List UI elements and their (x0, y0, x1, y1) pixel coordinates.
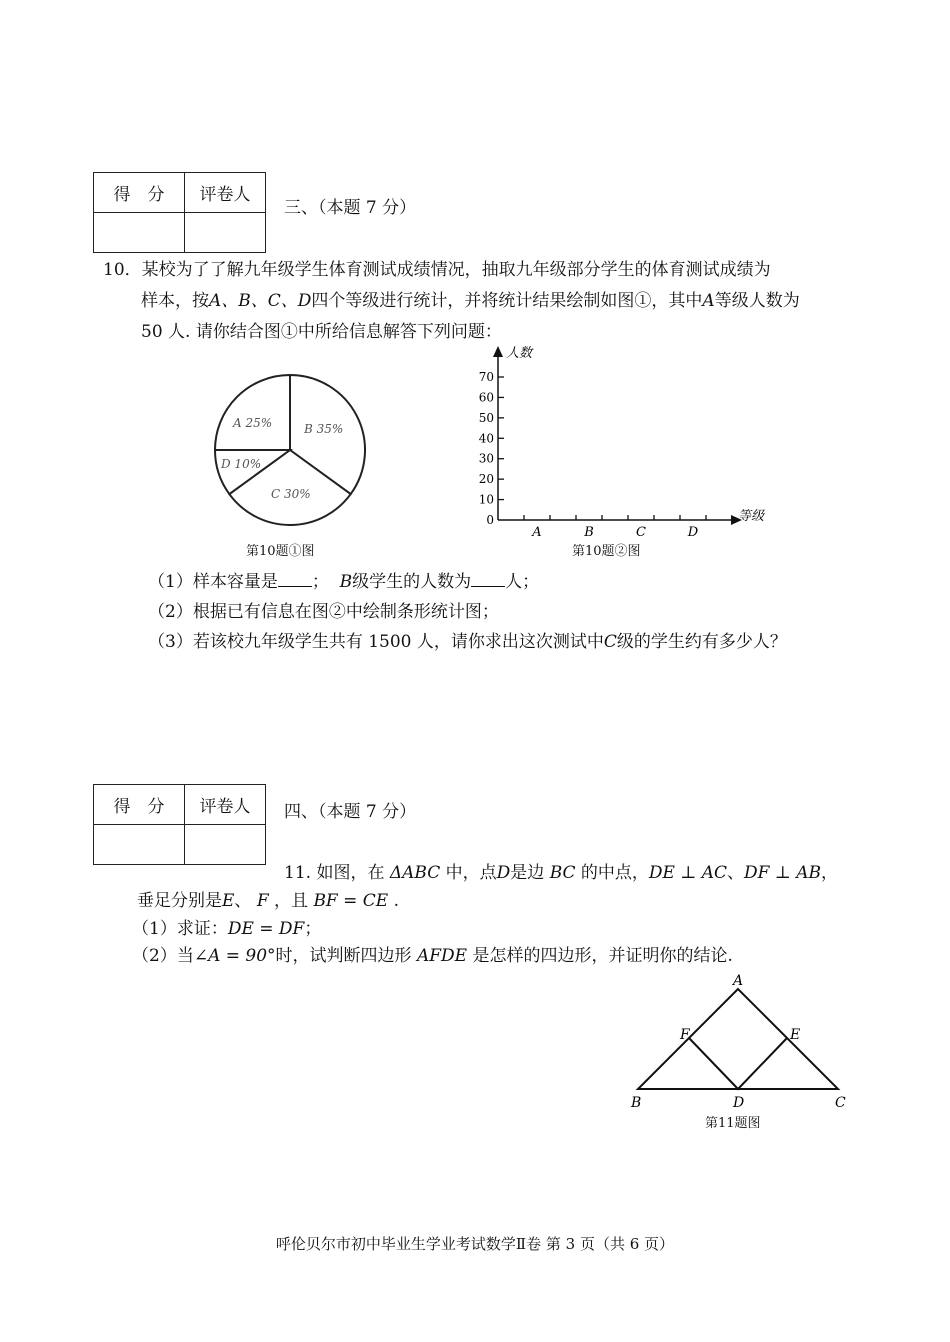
label-b: B (631, 1095, 642, 1111)
figure-10-1-caption: 第10题①图 (246, 544, 315, 559)
pie-label-d: D 10% (221, 457, 262, 471)
q10-line-3: 50 人. 请你结合图①中所给信息解答下列问题： (141, 322, 502, 342)
q10-text-2a: 样本，按 (141, 291, 209, 311)
q11-text-1c: 是边 (510, 863, 545, 883)
q11-text-1b: 中，点 (445, 863, 497, 883)
point-e: E (222, 891, 235, 911)
label-a: A (733, 973, 744, 989)
quad-afde: AFDE (416, 946, 468, 966)
df-perp-ab: DF ⊥ AB (744, 863, 822, 883)
q11-line-1 (284, 858, 838, 889)
q11-text-2a: 垂足分别是 (137, 891, 222, 911)
de-equals-df: DE = DF (227, 919, 305, 939)
label-d: D (733, 1095, 745, 1111)
page-footer: 呼伦贝尔市初中毕业生学业考试数学Ⅱ卷 第 3 页（共 6 页） (275, 1235, 675, 1253)
bar-chart (470, 340, 790, 540)
q10-sub1-grade: B (339, 572, 353, 592)
pie-label-a: A 25% (233, 416, 273, 430)
grader-cell[interactable] (185, 213, 266, 253)
quad-afde-inner-lines (689, 1038, 787, 1089)
grade-b-count-blank[interactable] (471, 570, 505, 587)
figure-11-caption: 第11题图 (705, 1116, 761, 1131)
section-3-title: 三、（本题 7 分） (284, 198, 417, 218)
q10-number: 10． (103, 260, 142, 280)
label-f: F (680, 1027, 690, 1043)
sample-size-blank[interactable] (278, 570, 312, 587)
score-box-2 (93, 784, 266, 865)
segment-bc: BC (549, 863, 576, 883)
q11-sep-2: 、 (234, 891, 252, 911)
score-cell[interactable] (94, 213, 185, 253)
q10-grades: A、B、C、D (209, 291, 312, 311)
q11-sub2-text-a: （2）当 (132, 946, 194, 966)
label-e: E (790, 1027, 801, 1043)
q11-end-1: ， (821, 863, 839, 883)
q11-sub1-end: ； (304, 919, 322, 939)
q10-sub1-text-b: ； (311, 572, 329, 592)
q11-sub1-text: （1）求证： (132, 919, 228, 939)
y-tick-label-30: 30 (478, 451, 494, 466)
y-tick-label-10: 10 (478, 492, 494, 507)
triangle-abc: ΔABC (389, 863, 441, 883)
q11-sub2-text-c: 是怎样的四边形，并证明你的结论. (472, 946, 733, 966)
pie-label-c: C 30% (271, 487, 311, 501)
score-box-1 (93, 172, 266, 253)
pie-slice-a (215, 375, 290, 450)
q11-sep-1: 、 (727, 863, 745, 883)
point-f: F (256, 891, 269, 911)
q11-sub-2 (132, 941, 733, 972)
triangle-abc-shape (638, 989, 838, 1089)
q10-line-2 (141, 286, 800, 317)
q10-sub1-text-a: （1）样本容量是 (148, 572, 278, 592)
q10-sub3-grade: C (603, 632, 617, 652)
x-category-label-d: D (687, 525, 699, 540)
q11-text-1d: 的中点， (580, 863, 649, 883)
x-axis-label: 等级 (738, 509, 765, 524)
q11-text-1a: 11. 如图，在 (284, 863, 385, 883)
bf-equals-ce: BF = CE (313, 891, 389, 911)
q10-sub-1 (148, 567, 539, 598)
y-tick-label-70: 70 (478, 370, 494, 384)
q10-sub3-text-b: 级的学生约有多少人？ (616, 632, 787, 652)
figure-10-2-caption: 第10题②图 (572, 544, 641, 559)
q10-text-2c: 等级人数为 (714, 291, 800, 311)
q10-text-1: 某校为了了解九年级学生体育测试成绩情况，抽取九年级部分学生的体育测试成绩为 (141, 260, 771, 280)
grader-label: 评卷人 (185, 173, 266, 213)
score-label: 得 分 (94, 785, 185, 825)
q10-sub1-text-d: 人； (505, 572, 540, 592)
angle-a-90: ∠A = 90° (193, 946, 276, 966)
x-category-label-c: C (636, 525, 646, 540)
point-d: D (496, 863, 511, 883)
y-tick-label-20: 20 (478, 472, 494, 487)
q10-sub1-text-c: 级学生的人数为 (352, 572, 472, 592)
q10-sub-3 (148, 627, 787, 658)
pie-label-b: B 35% (304, 422, 344, 436)
section-4-title: 四、（本题 7 分） (284, 802, 417, 822)
y-axis-arrow (493, 346, 503, 357)
grader-label: 评卷人 (185, 785, 266, 825)
score-label: 得 分 (94, 173, 185, 213)
label-c: C (835, 1095, 846, 1111)
q10-grade-a: A (702, 291, 715, 311)
y-axis-label: 人数 (506, 346, 533, 361)
y-tick-label-60: 60 (478, 390, 494, 405)
q10-line-1 (103, 255, 771, 286)
x-category-label-b: B (584, 525, 594, 540)
grader-cell[interactable] (185, 825, 266, 865)
q11-sub2-text-b: 时，试判断四边形 (275, 946, 412, 966)
de-perp-ac: DE ⊥ AC (648, 863, 728, 883)
score-cell[interactable] (94, 825, 185, 865)
triangle-figure (620, 970, 860, 1115)
pie-chart (205, 365, 375, 535)
x-category-label-a: A (532, 525, 542, 540)
q11-end-2: . (393, 891, 400, 911)
q10-text-2b: 四个等级进行统计，并将统计结果绘制如图①，其中 (311, 291, 703, 311)
y-tick-label-50: 50 (478, 410, 494, 425)
q10-sub-2: （2）根据已有信息在图②中绘制条形统计图； (148, 602, 499, 622)
q10-sub3-text-a: （3）若该校九年级学生共有 1500 人，请你求出这次测试中 (148, 632, 604, 652)
q11-line-2 (137, 886, 399, 917)
y-tick-label-0: 0 (486, 513, 494, 527)
y-tick-label-40: 40 (478, 431, 494, 446)
q11-text-2b: ，且 (274, 891, 309, 911)
